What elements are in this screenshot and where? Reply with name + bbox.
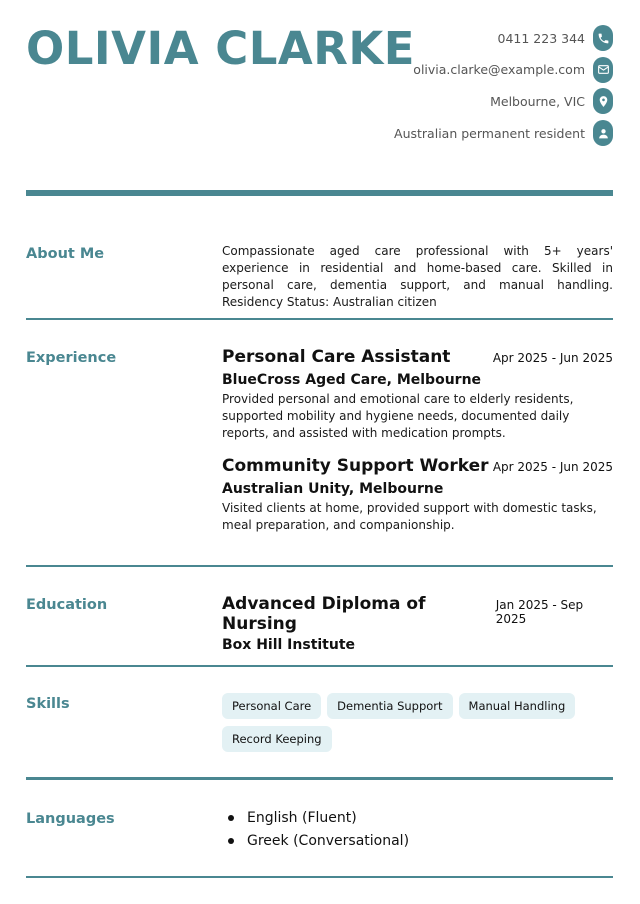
divider-about — [26, 318, 613, 320]
divider-experience — [26, 565, 613, 567]
skill-chip: Record Keeping — [222, 726, 332, 752]
education-date: Jan 2025 - Sep 2025 — [495, 598, 584, 626]
job-description: Provided personal and emotional care to elderly residents, supported mobility and hygiene needs, documented daily reports, and assisted with medication prompts. — [222, 392, 574, 440]
education-entry — [222, 594, 613, 653]
job-description: Visited clients at home, provided support with domestic tasks, meal preparation, and companionship. — [222, 501, 597, 532]
skill-chip: Manual Handling — [459, 693, 576, 719]
job-date: Apr 2025 - Jun 2025 — [492, 460, 613, 474]
language-item — [222, 829, 613, 852]
contact-phone-text: 0411 223 344 — [497, 30, 585, 46]
language-item — [222, 806, 613, 829]
contact-residency — [233, 120, 613, 146]
education-content — [222, 594, 613, 653]
experience-title: Experience — [26, 350, 117, 366]
contact-location — [233, 88, 613, 114]
job-entry — [222, 347, 613, 442]
job-company: BlueCross Aged Care, Melbourne — [222, 372, 482, 388]
experience-content — [222, 347, 613, 534]
language-text: English (Fluent) — [247, 809, 357, 826]
contact-phone — [233, 25, 613, 51]
education-degree: Advanced Diploma of Nursing — [222, 594, 426, 634]
location-icon — [593, 88, 613, 114]
contact-email — [233, 57, 613, 83]
contact-email-text: olivia.clarke@example.com — [413, 62, 585, 78]
skill-chip: Personal Care — [222, 693, 321, 719]
bullet-icon — [228, 815, 234, 821]
skills-content — [222, 693, 613, 759]
job-company: Australian Unity, Melbourne — [222, 481, 444, 497]
person-icon — [593, 120, 613, 146]
job-date: Apr 2025 - Jun 2025 — [492, 351, 613, 365]
about-content — [222, 243, 613, 311]
education-title: Education — [26, 597, 108, 613]
skill-chips — [222, 693, 582, 759]
contact-residency-text: Australian permanent resident — [394, 125, 585, 141]
language-list — [222, 806, 613, 852]
mail-icon — [593, 57, 613, 83]
job-entry — [222, 456, 613, 534]
languages-content — [222, 806, 613, 852]
about-text: Compassionate aged care professional with 5+ years' experience in residential and home-based care. Skilled in personal care, dementia support, and manual handling. Residency Status: Australian citizen — [222, 244, 613, 309]
divider-education — [26, 665, 613, 667]
job-title: Community Support Worker — [222, 456, 489, 476]
header-rule — [26, 190, 613, 196]
education-school: Box Hill Institute — [222, 637, 356, 653]
divider-skills — [26, 777, 613, 780]
divider-languages — [26, 876, 613, 878]
skill-chip: Dementia Support — [327, 693, 452, 719]
skills-title: Skills — [26, 696, 70, 712]
job-title: Personal Care Assistant — [222, 347, 451, 367]
language-text: Greek (Conversational) — [247, 832, 410, 849]
phone-icon — [593, 25, 613, 51]
contact-list — [233, 25, 613, 152]
bullet-icon — [228, 838, 234, 844]
about-title: About Me — [26, 246, 105, 262]
candidate-name: OLIVIA CLARKE — [26, 22, 416, 75]
languages-title: Languages — [26, 811, 115, 827]
contact-location-text: Melbourne, VIC — [490, 93, 585, 109]
